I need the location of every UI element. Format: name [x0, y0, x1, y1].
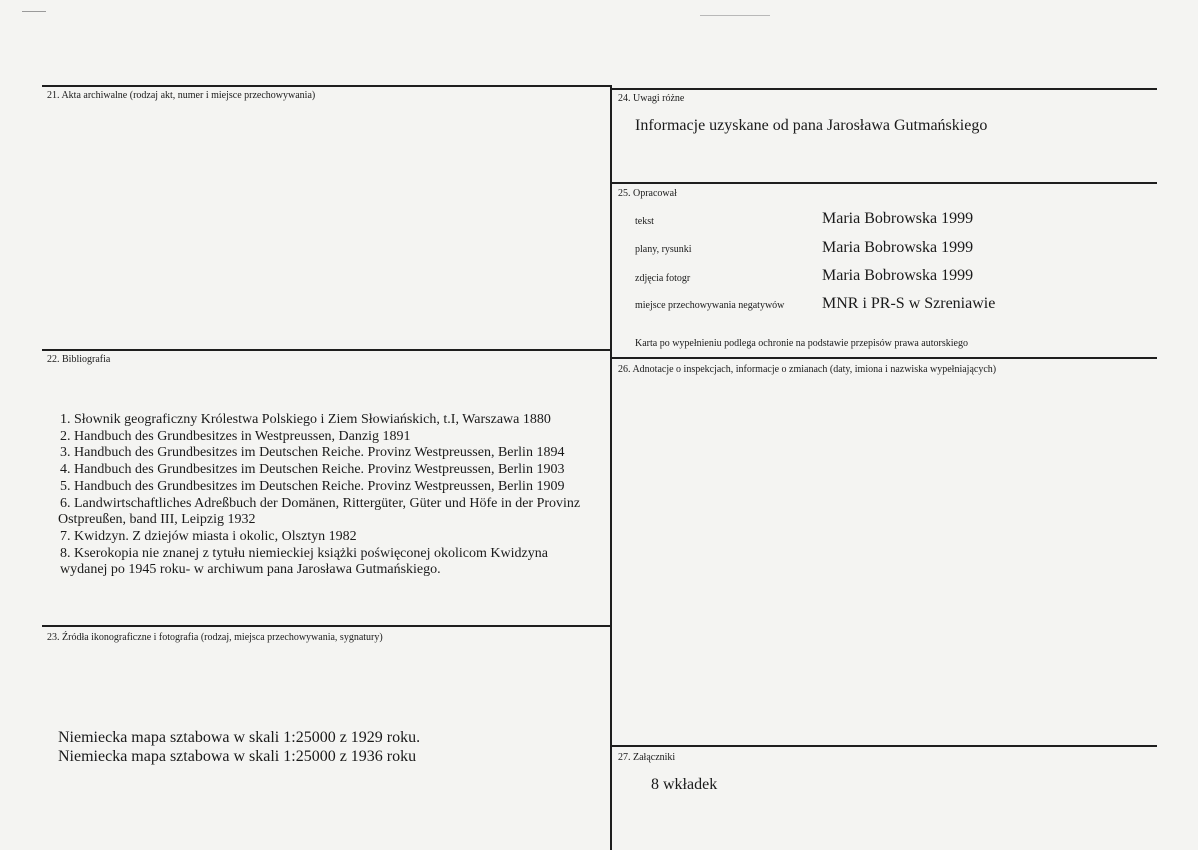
copyright-note: Karta po wypełnieniu podlega ochronie na podstawie przepisów prawa autorskiego — [635, 338, 968, 349]
divider-right-27 — [612, 745, 1157, 747]
author-row-value: Maria Bobrowska 1999 — [822, 239, 974, 256]
section-27-label: 27. Załączniki — [618, 752, 676, 763]
section-22-label: 22. Bibliografia — [47, 354, 111, 365]
bibliography-item: 4. Handbuch des Grundbesitzes im Deutschen Reiche. Provinz Westpreussen, Berlin 1903 — [60, 462, 565, 478]
divider-left-22 — [42, 349, 612, 351]
iconography-item: Niemiecka mapa sztabowa w skali 1:25000 z 1936 roku — [58, 748, 417, 765]
divider-vertical — [610, 85, 612, 850]
divider-top-left — [42, 85, 612, 87]
divider-top-right — [612, 88, 1157, 90]
remarks-text: Informacje uzyskane od pana Jarosława Gutmańskiego — [635, 117, 988, 134]
bibliography-item: 3. Handbuch des Grundbesitzes im Deutschen Reiche. Provinz Westpreussen, Berlin 1894 — [60, 445, 565, 461]
scan-artifact — [700, 15, 770, 16]
author-row-key: tekst — [635, 216, 654, 227]
author-row-key: miejsce przechowywania negatywów — [635, 300, 785, 311]
divider-right-25 — [612, 182, 1157, 184]
divider-left-23 — [42, 625, 612, 627]
bibliography-item: Ostpreußen, band III, Leipzig 1932 — [58, 512, 256, 528]
section-24-label: 24. Uwagi różne — [618, 93, 685, 104]
bibliography-list — [60, 412, 580, 579]
bibliography-item: 8. Kserokopia nie znanej z tytułu niemieckiej książki poświęconej okolicom Kwidzyna — [60, 545, 548, 561]
bibliography-item: 5. Handbuch des Grundbesitzes im Deutschen Reiche. Provinz Westpreussen, Berlin 1909 — [60, 478, 565, 494]
scan-artifact — [22, 11, 46, 12]
bibliography-item: 7. Kwidzyn. Z dziejów miasta i okolic, Olsztyn 1982 — [60, 528, 357, 544]
attachments-text: 8 wkładek — [651, 776, 718, 793]
iconography-list — [58, 728, 420, 766]
iconography-item: Niemiecka mapa sztabowa w skali 1:25000 z 1929 roku. — [58, 729, 421, 746]
section-25-label: 25. Opracował — [618, 188, 677, 199]
author-row-key: zdjęcia fotogr — [635, 273, 691, 284]
section-21-label: 21. Akta archiwalne (rodzaj akt, numer i miejsce przechowywania) — [47, 90, 316, 101]
divider-right-26 — [612, 357, 1157, 359]
author-row-value: Maria Bobrowska 1999 — [822, 210, 974, 227]
author-row-value: MNR i PR-S w Szreniawie — [822, 295, 996, 312]
section-26-label: 26. Adnotacje o inspekcjach, informacje o zmianach (daty, imiona i nazwiska wypełniających) — [618, 364, 997, 375]
author-row-value: Maria Bobrowska 1999 — [822, 267, 974, 284]
bibliography-item: 1. Słownik geograficzny Królestwa Polskiego i Ziem Słowiańskich, t.I, Warszawa 1880 — [60, 412, 551, 427]
bibliography-item: 2. Handbuch des Grundbesitzes in Westpreussen, Danzig 1891 — [60, 428, 411, 444]
bibliography-item: wydanej po 1945 roku- w archiwum pana Jarosława Gutmańskiego. — [60, 562, 441, 578]
author-row-key: plany, rysunki — [635, 244, 692, 255]
bibliography-item: 6. Landwirtschaftliches Adreßbuch der Domänen, Rittergüter, Güter und Höfe in der Provinz — [60, 495, 581, 511]
section-23-label: 23. Źródła ikonograficzne i fotografia (rodzaj, miejsca przechowywania, sygnatury) — [47, 632, 383, 643]
